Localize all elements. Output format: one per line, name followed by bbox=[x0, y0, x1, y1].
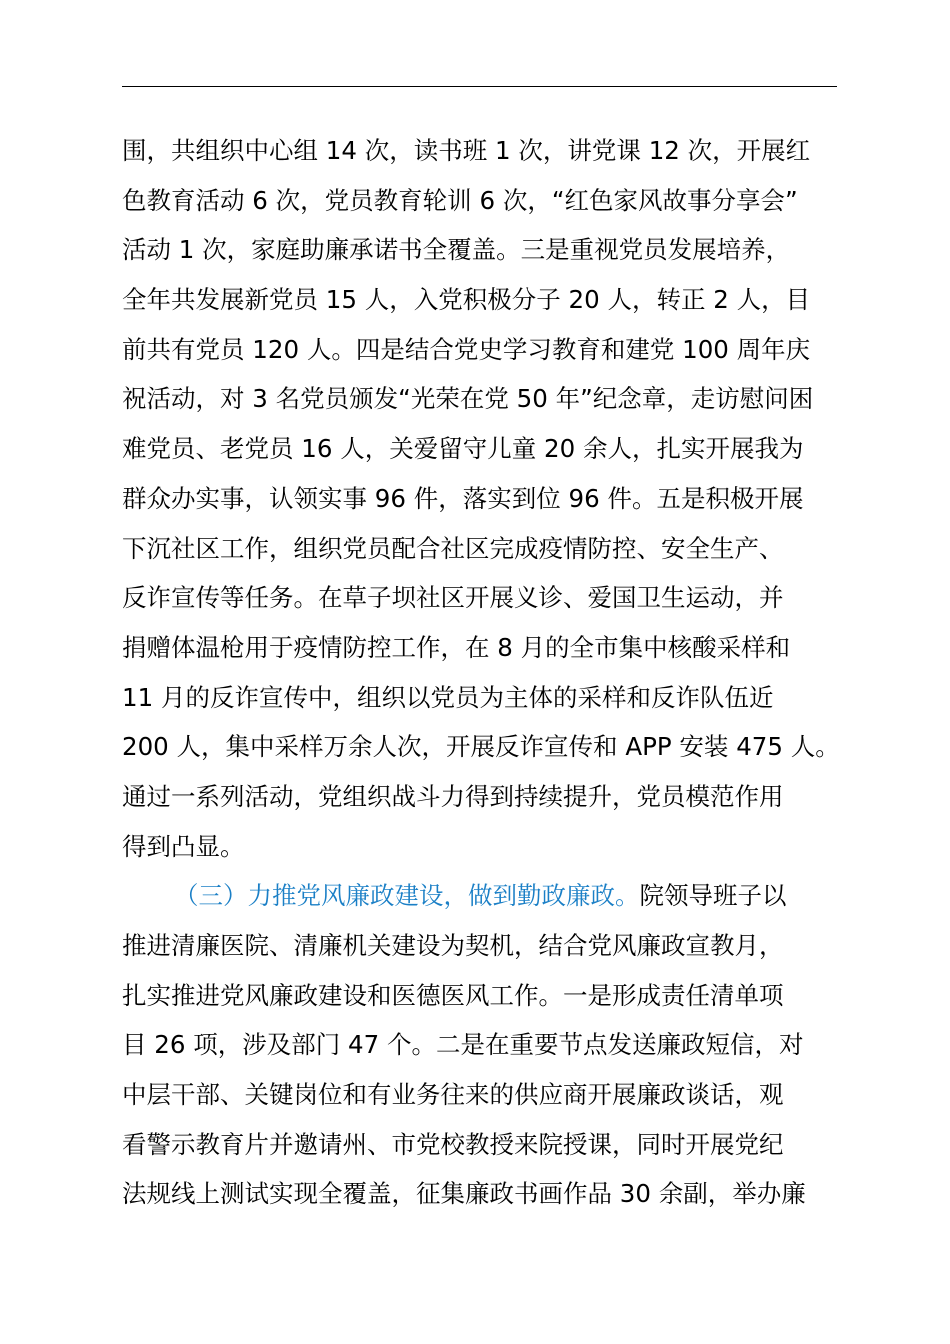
text-line: 前共有党员 120 人。四是结合党史学习教育和建党 100 周年庆 bbox=[122, 334, 811, 364]
text-line: 法规线上测试实现全覆盖，征集廉政书画作品 30 余副，举办廉 bbox=[122, 1179, 806, 1209]
text-line: 下沉社区工作，组织党员配合社区完成疫情防控、安全生产、 bbox=[122, 533, 784, 563]
text-line: 群众办实事，认领实事 96 件，落实到位 96 件。五是积极开展 bbox=[122, 483, 804, 513]
text-line: 色教育活动 6 次，党员教育轮训 6 次，“红色家风故事分享会” bbox=[122, 185, 798, 215]
text-line: 得到凸显。 bbox=[122, 831, 245, 861]
text-line: 全年共发展新党员 15 人，入党积极分子 20 人，转正 2 人，目 bbox=[122, 285, 811, 315]
section-heading: （三）力推党风廉政建设，做到勤政廉政。 bbox=[174, 881, 640, 911]
text-line: 目 26 项，涉及部门 47 个。二是在重要节点发送廉政短信，对 bbox=[122, 1030, 804, 1060]
text-line: 反诈宣传等任务。在草子坝社区开展义诊、爱国卫生运动，并 bbox=[122, 583, 784, 613]
text-line: 祝活动，对 3 名党员颁发“光荣在党 50 年”纪念章，走访慰问困 bbox=[122, 384, 814, 414]
header-rule bbox=[122, 86, 837, 87]
text-line: 难党员、老党员 16 人，关爱留守儿童 20 余人，扎实开展我为 bbox=[122, 434, 804, 464]
text-line: 看警示教育片并邀请州、市党校教授来院授课，同时开展党纪 bbox=[122, 1129, 784, 1159]
text-line: 扎实推进党风廉政建设和医德医风工作。一是形成责任清单项 bbox=[122, 980, 784, 1010]
text-line: 中层干部、关键岗位和有业务往来的供应商开展廉政谈话，观 bbox=[122, 1080, 784, 1110]
section-first-line-rest: 院领导班子以 bbox=[639, 881, 787, 911]
section-first-line bbox=[122, 871, 882, 921]
text-line: 捐赠体温枪用于疫情防控工作，在 8 月的全市集中核酸采样和 bbox=[122, 632, 791, 662]
text-line: 推进清廉医院、清廉机关建设为契机，结合党风廉政宣教月， bbox=[122, 931, 784, 960]
document-body bbox=[122, 126, 882, 1219]
text-line: 活动 1 次，家庭助廉承诺书全覆盖。三是重视党员发展培养， bbox=[122, 235, 791, 265]
text-line: 通过一系列活动，党组织战斗力得到持续提升，党员模范作用 bbox=[122, 781, 784, 811]
text-line: 11 月的反诈宣传中，组织以党员为主体的采样和反诈队伍近 bbox=[122, 682, 774, 712]
text-line: 围，共组织中心组 14 次，读书班 1 次，讲党课 12 次，开展红 bbox=[122, 136, 811, 165]
text-line: 200 人，集中采样万余人次，开展反诈宣传和 APP 安装 475 人。 bbox=[122, 732, 840, 762]
